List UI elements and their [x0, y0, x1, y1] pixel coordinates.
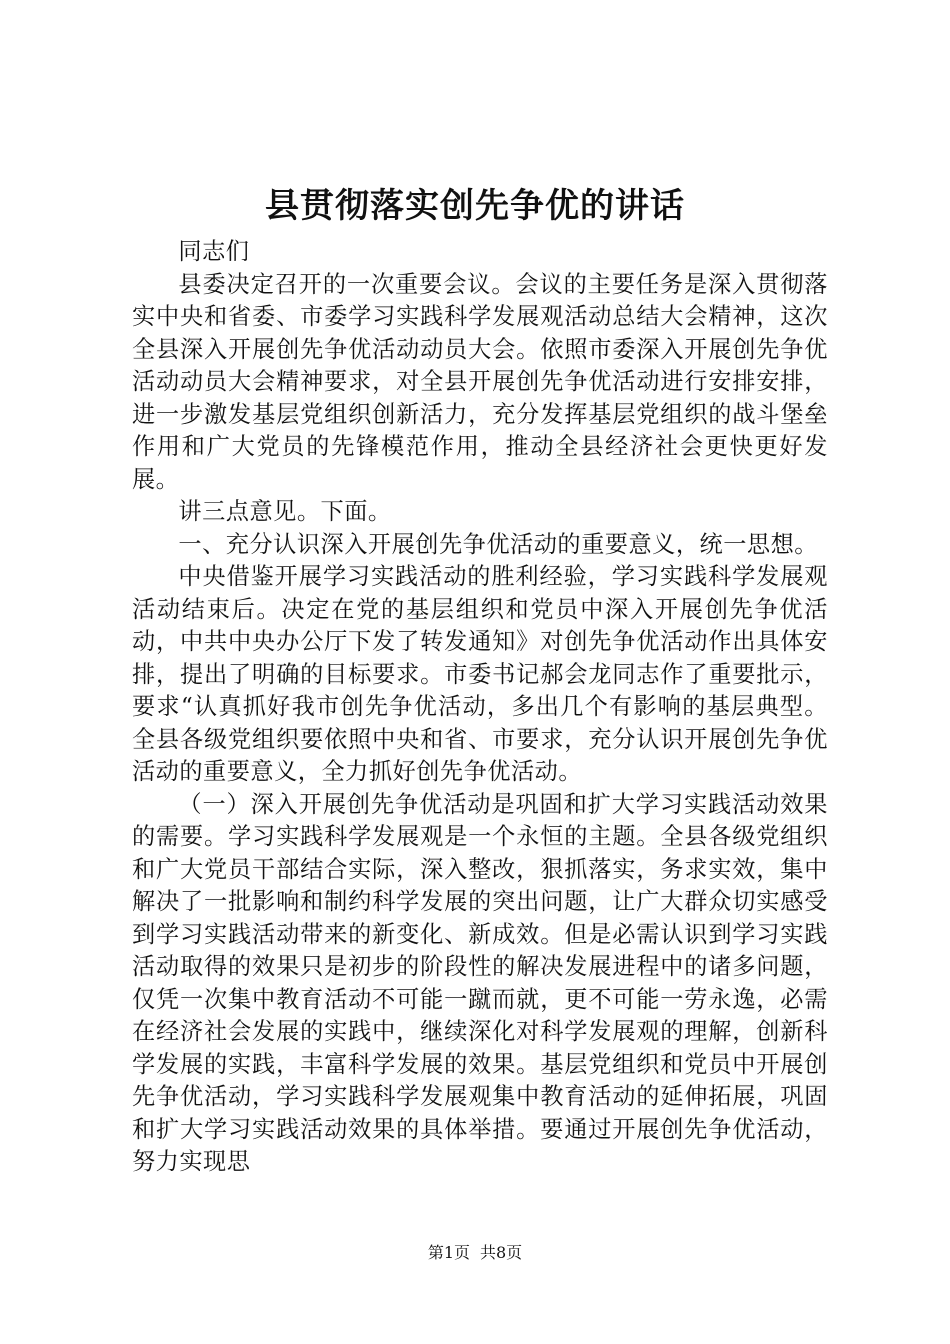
page-number: 第1页: [427, 1243, 470, 1262]
document-title: 县贯彻落实创先争优的讲话: [265, 186, 685, 226]
total-pages: 共8页: [480, 1243, 523, 1262]
section-heading: 一、充分认识深入开展创先争优活动的重要意义，统一思想。: [178, 530, 818, 558]
page-footer: [0, 1242, 950, 1264]
subsection-paragraph: （一）深入开展创先争优活动是巩固和扩大学习实践活动效果的需要。学习实践科学发展观是一个永恒的主题。全县各级党组织和广大党员干部结合实际，深入整改，狠抓落实，务求实效，集中解决了一批影响和制约科学发展的突出问题，让广大群众切实感受到学习实践活动带来的新变化、新成效。但是必需认识到学习实践活动取得的效果只是初步的阶段性的解决发展进程中的诸多问题，仅凭一次集中教育活动不可能一蹴而就，更不可能一劳永逸，必需在经济社会发展的实践中，继续深化对科学发展观的理解，创新科学发展的实践，丰富科学发展的效果。基层党组织和党员中开展创先争优活动，学习实践科学发展观集中教育活动的延伸拓展，巩固和扩大学习实践活动效果的具体举措。要通过开展创先争优活动，努力实现思: [132, 790, 828, 1175]
document-body: [132, 236, 828, 1179]
body-paragraph: 中央借鉴开展学习实践活动的胜利经验，学习实践科学发展观活动结束后。决定在党的基层组织和党员中深入开展创先争优活动，中共中央办公厅下发了转发通知》对创先争优活动作出具体安排，提出了明确的目标要求。市委书记郝会龙同志作了重要批示，要求“认真抓好我市创先争优活动，多出几个有影响的基层典型。全县各级党组织要依照中央和省、市要求，充分认识开展创先争优活动的重要意义，全力抓好创先争优活动。: [132, 563, 828, 785]
salutation-paragraph: 同志们: [178, 238, 250, 265]
body-paragraph: 讲三点意见。下面。: [178, 498, 392, 525]
body-paragraph: 县委决定召开的一次重要会议。会议的主要任务是深入贯彻落实中央和省委、市委学习实践科学发展观活动总结大会精神，这次全县深入开展创先争优活动动员大会。依照市委深入开展创先争优活动动员大会精神要求，对全县开展创先争优活动进行安排安排，进一步激发基层党组织创新活力，充分发挥基层党组织的战斗堡垒作用和广大党员的先锋模范作用，推动全县经济社会更快更好发展。: [132, 270, 828, 493]
